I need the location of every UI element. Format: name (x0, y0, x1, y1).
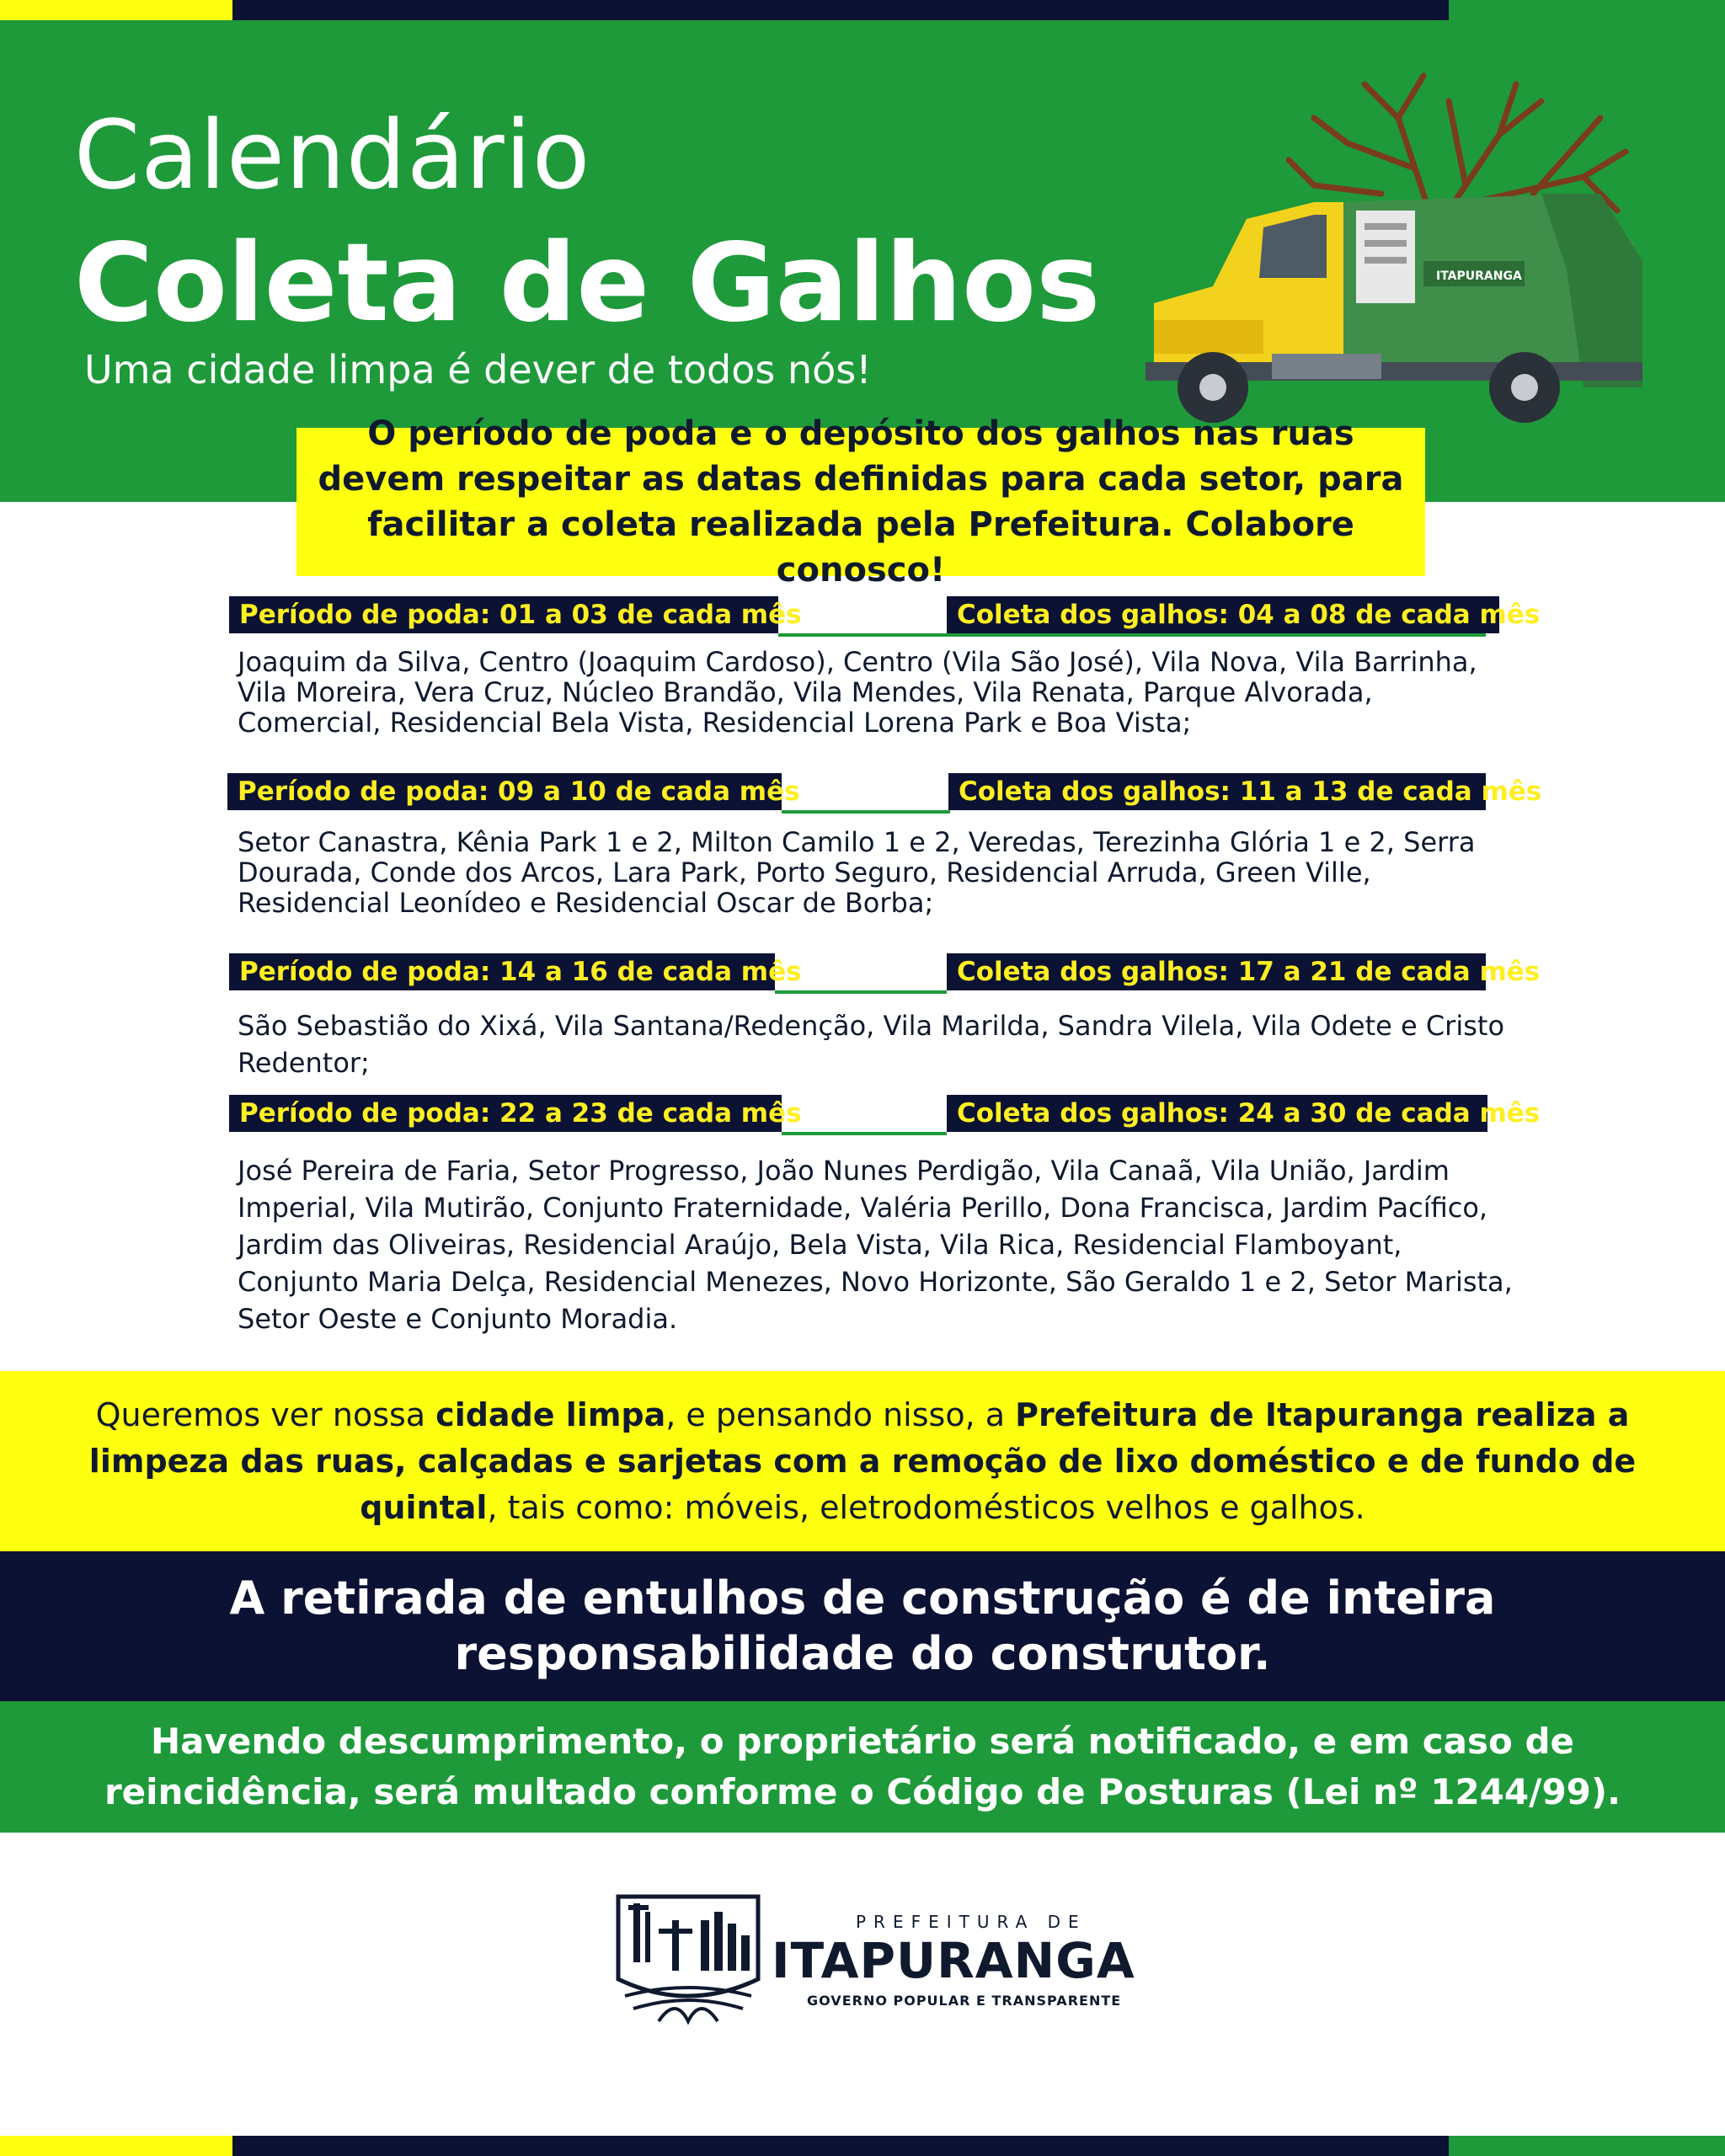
page-subtitle: Uma cidade limpa é dever de todos nós! (84, 347, 872, 392)
intro-emphasis: Colabore conosco! (776, 505, 1354, 590)
cleaning-text-3: , tais como: móveis, eletrodomésticos velhos e galhos. (487, 1488, 1365, 1526)
sector2-divider (782, 810, 950, 814)
sector2-coleta-tag: Coleta dos galhos: 11 a 13 de cada mês (948, 773, 1486, 810)
sector1-coleta-tag: Coleta dos galhos: 04 a 08 de cada mês (947, 596, 1499, 633)
intro-notice (296, 414, 1425, 590)
cleaning-bold-2: Prefeitura de Itapuranga realiza a limpeza das ruas, calçadas e sarjetas com a remoção de lixo doméstico e de fundo de quintal (88, 1396, 1637, 1526)
sector2-poda-tag: Período de poda: 09 a 10 de cada mês (227, 773, 782, 810)
bottom-stripe-navy (232, 2136, 1449, 2156)
bottom-stripe-yellow (0, 2136, 232, 2156)
sector1-areas: Joaquim da Silva, Centro (Joaquim Cardoso), Centro (Vila São José), Vila Nova, Vila Barrinha, Vila Moreira, Vera Cruz, Núcleo Brandão, Vila Mendes, Vila Renata, Parque Alvorada, Comercial, Residencial Bela Vista, Residencial Lorena Park e Boa Vista; (238, 646, 1477, 739)
penalty-notice-text: Havendo descumprimento, o proprietário será notificado, e em caso de reincidência, será multado conforme o Código de Posturas (Lei nº 1244/99). (104, 1721, 1621, 1812)
sector1-poda-tag: Período de poda: 01 a 03 de cada mês (229, 596, 778, 633)
page-title-line2: Coleta de Galhos (74, 221, 1101, 346)
intro-text: O período de poda e o depósito dos galhos nas ruas devem respeitar as datas definidas para cada setor, para facilitar a coleta realizada pela Prefeitura. (318, 414, 1404, 544)
city-emblem-logo (608, 1886, 768, 2038)
sector2-areas: Setor Canastra, Kênia Park 1 e 2, Milton Camilo 1 e 2, Veredas, Terezinha Glória 1 e 2, Serra Dourada, Conde dos Arcos, Lara Park, Porto Seguro, Residencial Arruda, Green Ville, Residencial Leonídeo e Residencial Oscar de Borba; (238, 826, 1476, 919)
top-stripe-yellow (0, 0, 232, 20)
sector1-divider (778, 633, 950, 637)
sector4-poda-tag: Período de poda: 22 a 23 de cada mês (229, 1095, 782, 1132)
penalty-notice (0, 1701, 1725, 1833)
bottom-stripe-green (1449, 2136, 1725, 2156)
cleaning-text-1: Queremos ver nossa (95, 1396, 436, 1433)
sector3-areas: São Sebastião do Xixá, Vila Santana/Redenção, Vila Marilda, Sandra Vilela, Vila Odete e Cristo Redentor; (238, 1010, 1505, 1079)
sector4-coleta-tag: Coleta dos galhos: 24 a 30 de cada mês (947, 1095, 1487, 1132)
cleaning-bold-1: cidade limpa (435, 1396, 666, 1433)
logo-city-name: ITAPURANGA (772, 1932, 1135, 1989)
garbage-truck-illustration (1146, 67, 1651, 430)
logo-prefeitura-de: PREFEITURA DE (856, 1912, 1087, 1932)
sector1-divider-right (947, 633, 1486, 637)
top-stripe-green (1449, 0, 1725, 20)
sector3-divider (775, 990, 947, 994)
cleaning-text-2: , e pensando nisso, a (665, 1396, 1016, 1433)
page-title-line1: Calendário (74, 101, 591, 211)
sector4-areas: José Pereira de Faria, Setor Progresso, João Nunes Perdigão, Vila Canaã, Vila União, Jardim Imperial, Vila Mutirão, Conjunto Fraternidade, Valéria Perillo, Dona Francisca, Jardim Pacífico, Jardim das Oliveiras, Residencial Araújo, Bela Vista, Vila Rica, Residencial Flamboyant, Conjunto Maria Delça, Residencial Menezes, Novo Horizonte, São Geraldo 1 e 2, Setor Marista, Setor Oeste e Conjunto Moradia. (238, 1155, 1513, 1335)
sector3-poda-tag: Período de poda: 14 a 16 de cada mês (229, 953, 775, 990)
construction-notice (0, 1551, 1725, 1701)
top-stripe-navy (232, 0, 1449, 20)
sector3-coleta-tag: Coleta dos galhos: 17 a 21 de cada mês (947, 953, 1486, 990)
sector4-divider (782, 1132, 947, 1135)
truck-label: ITAPURANGA (1436, 270, 1522, 283)
cleaning-info (0, 1371, 1725, 1551)
logo-tagline: GOVERNO POPULAR E TRANSPARENTE (807, 1993, 1122, 2009)
construction-notice-text: A retirada de entulhos de construção é de inteira responsabilidade do construtor. (229, 1572, 1496, 1680)
